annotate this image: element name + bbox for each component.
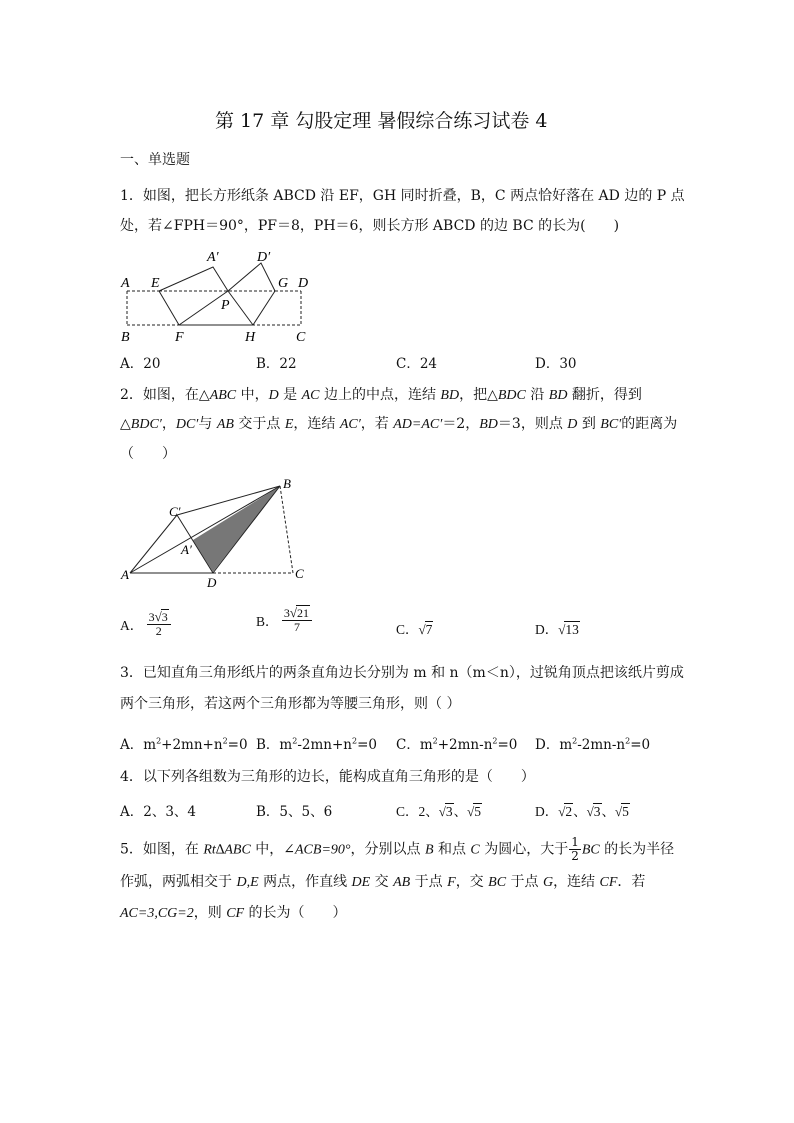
q2-option-b: B． $\frac{3√21}{7}$ bbox=[256, 606, 312, 634]
page-title: 第 17 章 勾股定理 暑假综合练习试卷 4 bbox=[215, 110, 548, 132]
label-A: A bbox=[121, 567, 129, 582]
q3-option-c: C．$m^2+2mn-n^2=0$ bbox=[396, 736, 518, 753]
q2-option-a: A． $\frac{3√3}{2}$ bbox=[120, 610, 171, 638]
q4-option-a: A．2、3、4 bbox=[120, 804, 197, 820]
label-A: A bbox=[121, 276, 130, 291]
label-C: C bbox=[295, 566, 304, 581]
question-3-line-1: 3．已知直角三角形纸片的两条直角边长分别为 m 和 n（m＜n），过锐角顶点把该纸片剪成 bbox=[120, 665, 684, 681]
label-F: F bbox=[175, 330, 184, 345]
section-heading: 一、单选题 bbox=[120, 152, 190, 168]
question-4-line-1: 4．以下列各组数为三角形的边长，能构成直角三角形的是（ ） bbox=[120, 769, 535, 785]
question-2-line-1: 2．如图，在△ABC 中，D 是 AC 边上的中点，连结 BD，把△BDC 沿 BD 翻折，得到 bbox=[120, 387, 642, 403]
segment-PH bbox=[228, 291, 253, 325]
question-2-figure bbox=[115, 470, 325, 595]
label-C-prime: C′ bbox=[169, 504, 181, 519]
label-E: E bbox=[151, 276, 160, 291]
label-D-prime: D′ bbox=[257, 250, 271, 265]
segment-HG bbox=[253, 291, 275, 325]
label-H: H bbox=[245, 330, 256, 345]
q4-option-c: C．2、√3、√5 bbox=[396, 804, 482, 819]
question-2-line-2: △BDC′，DC′与 AB 交于点 E，连结 AC′，若 AD=AC′＝2，BD＝3，则点 D 到 BC′的距离为 bbox=[120, 416, 678, 432]
q3-option-a: A．$m^2+2mn+n^2=0$ bbox=[120, 736, 248, 753]
question-2-line-3: （ ） bbox=[120, 446, 176, 462]
segment-AC1 bbox=[130, 515, 177, 573]
segment-BC bbox=[280, 486, 293, 573]
label-D: D bbox=[207, 575, 217, 590]
label-P: P bbox=[221, 298, 230, 313]
q1-option-b: B．22 bbox=[256, 356, 297, 372]
question-5-line-2: 作弧，两弧相交于 D,E 两点，作直线 DE 交 AB 于点 F，交 BC 于点 G，连结 CF．若 bbox=[120, 874, 646, 890]
q2-option-c: C．√7 bbox=[396, 622, 433, 637]
label-B: B bbox=[121, 330, 130, 345]
q3-option-d: D．$m^2-2mn-n^2=0$ bbox=[535, 736, 651, 753]
segment-E-A1-P bbox=[159, 267, 228, 291]
q2-option-d: D．√13 bbox=[535, 622, 579, 637]
question-1-figure bbox=[115, 245, 325, 345]
question-5-line-1: 5．如图，在 Rt∆ABC 中，∠ACB=90°，分别以点 B 和点 C 为圆心，大于 $\frac{1}{2}$ BC 的长为半径 bbox=[120, 835, 675, 863]
q1-option-c: C．24 bbox=[396, 356, 438, 372]
label-G: G bbox=[278, 276, 289, 291]
q4-option-b: B．5、5、6 bbox=[256, 804, 333, 820]
label-D: D bbox=[298, 276, 309, 291]
q1-option-a: A．20 bbox=[120, 356, 161, 372]
label-A-prime: A′ bbox=[207, 250, 219, 265]
question-3-line-2: 两个三角形，若这两个三角形都为等腰三角形，则（ ） bbox=[120, 696, 461, 712]
label-B: B bbox=[283, 476, 291, 491]
segment-EF bbox=[159, 291, 179, 325]
q4-option-d: D．√2、√3、√5 bbox=[535, 804, 629, 819]
label-C: C bbox=[296, 330, 306, 345]
segment-P-D1-G bbox=[228, 263, 275, 291]
question-1-line-1: 1．如图，把长方形纸条 ABCD 沿 EF，GH 同时折叠，B，C 两点恰好落在 AD 边的 P 点 bbox=[120, 188, 685, 204]
question-1-line-2: 处，若∠FPH＝90°，PF＝8，PH＝6，则长方形 ABCD 的边 BC 的长为( ) bbox=[120, 218, 620, 234]
q1-option-d: D．30 bbox=[535, 356, 577, 372]
question-5-line-3: AC=3,CG=2，则 CF 的长为（ ） bbox=[120, 905, 347, 921]
label-A-prime: A′ bbox=[181, 542, 192, 557]
q3-option-b: B．$m^2-2mn+n^2=0$ bbox=[256, 736, 377, 753]
